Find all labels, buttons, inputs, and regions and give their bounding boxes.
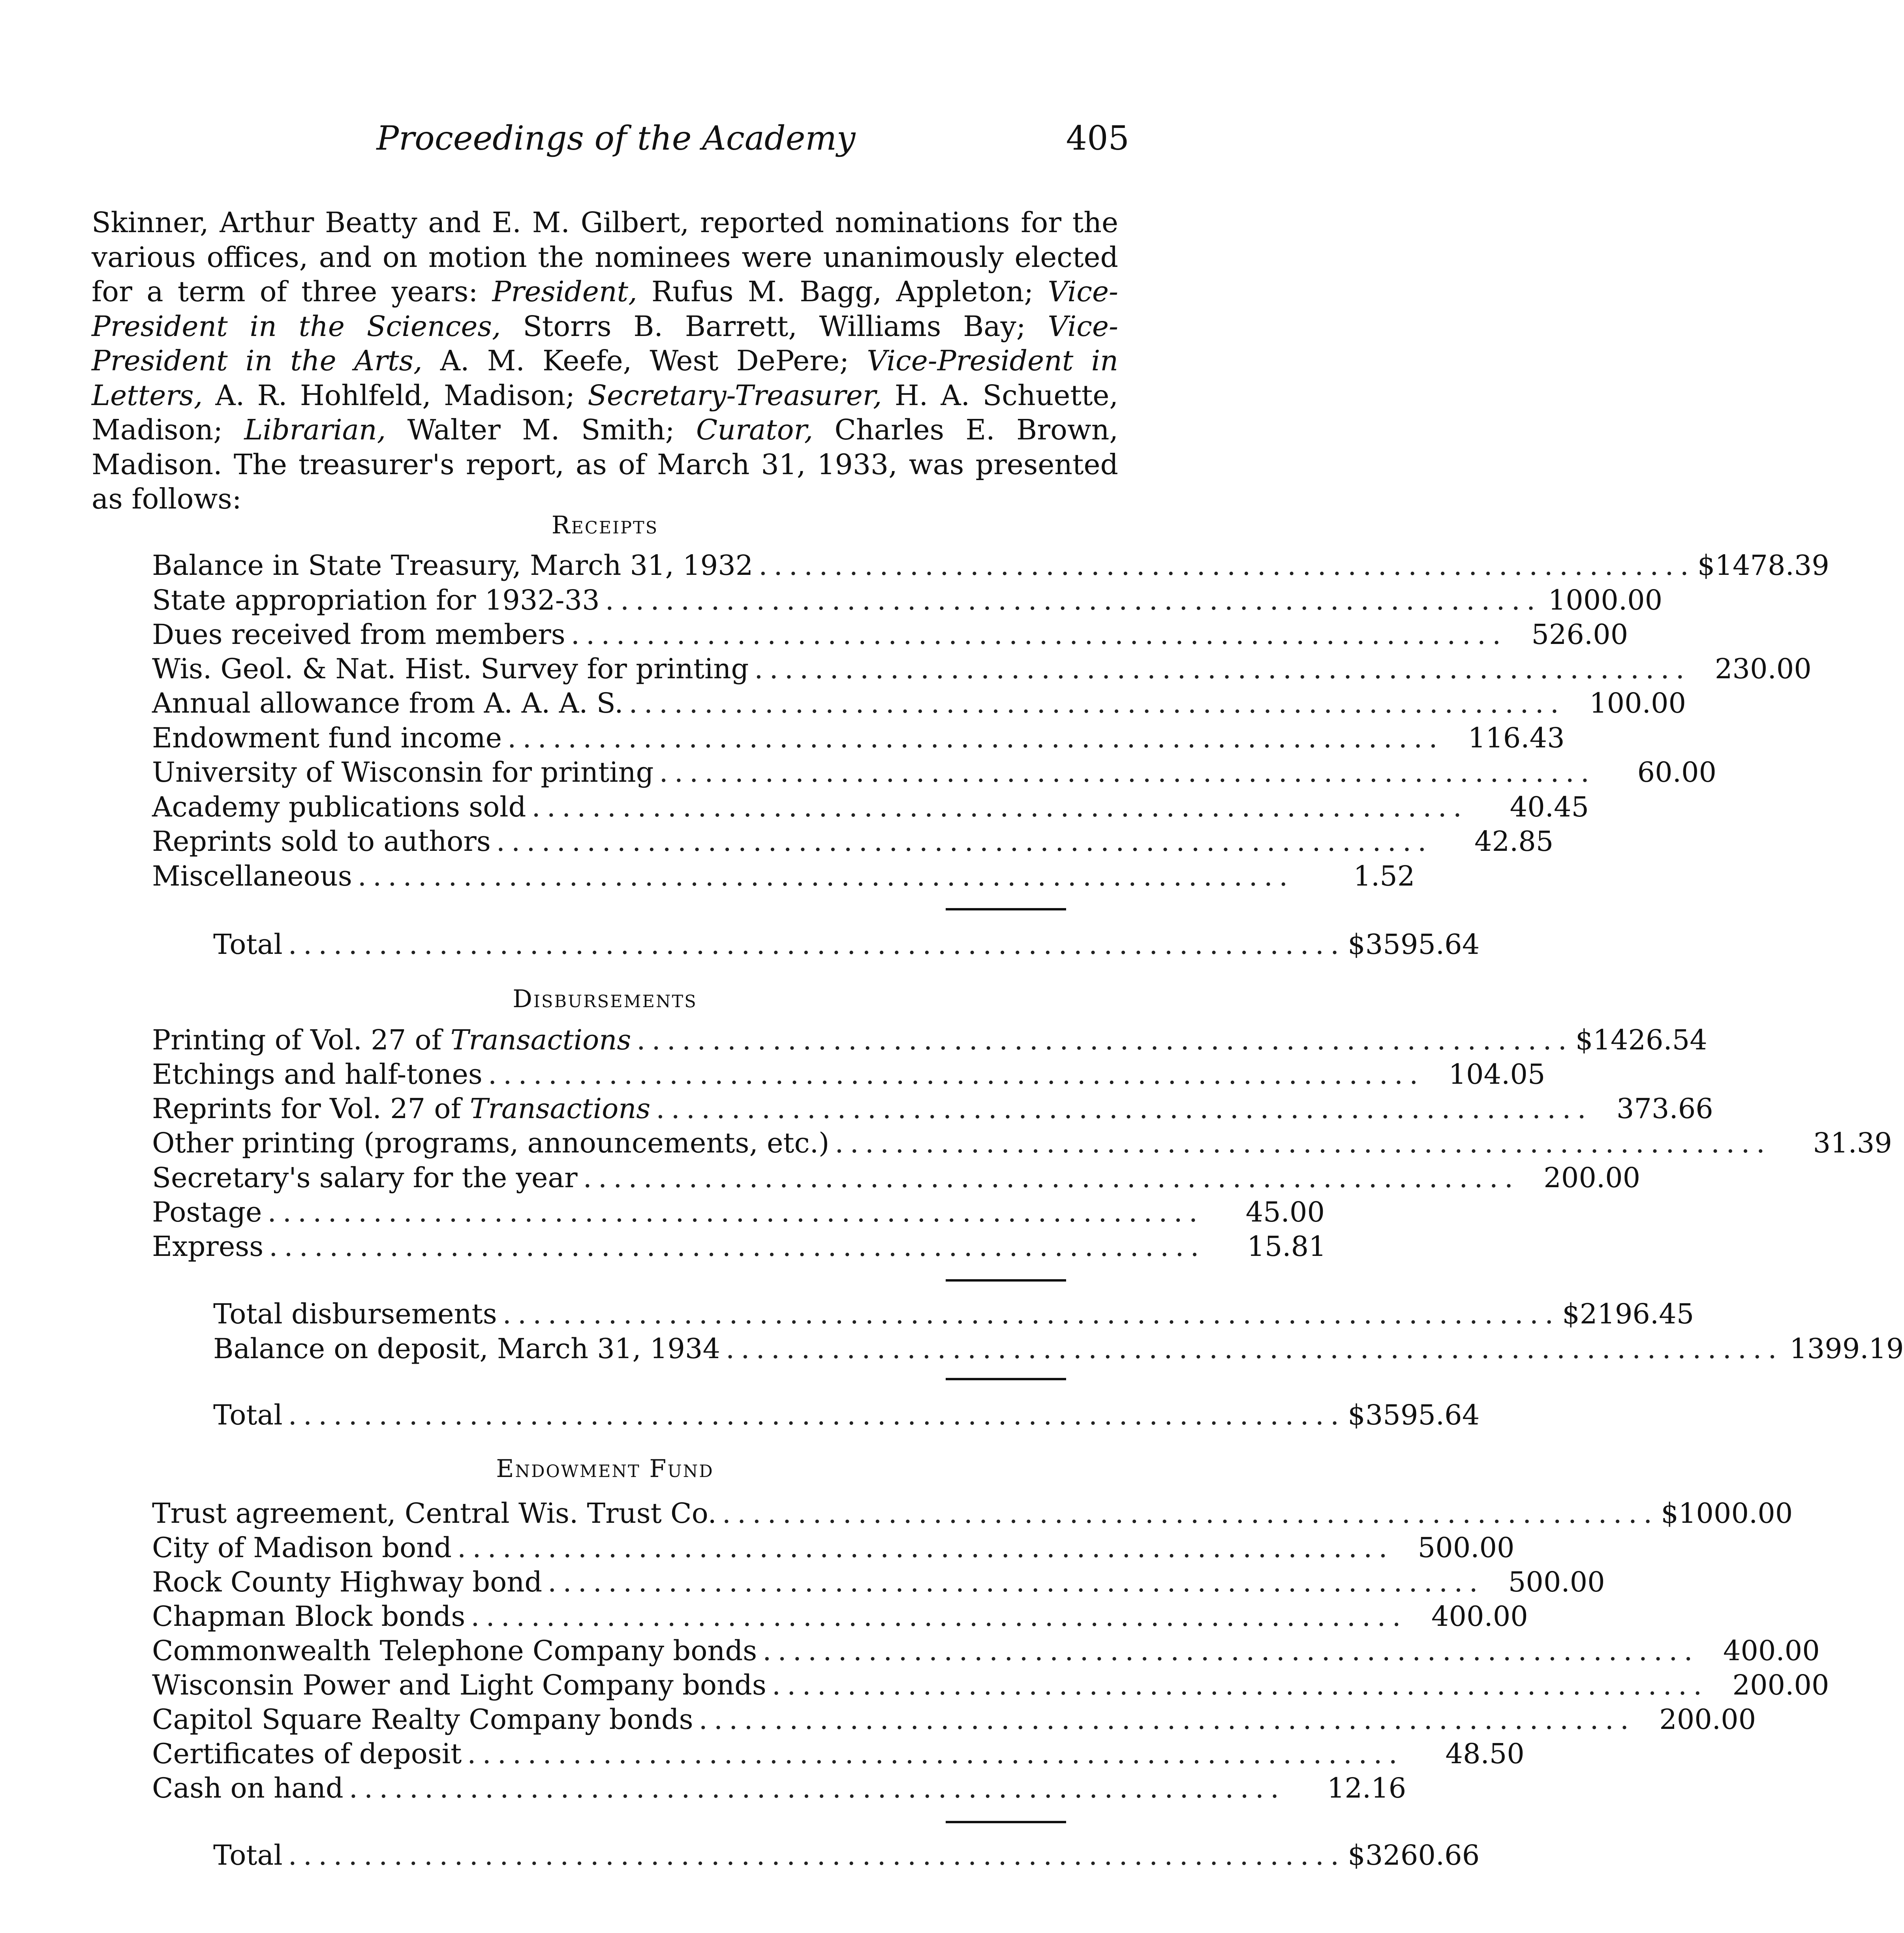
endowment-total-row — [213, 1838, 1480, 1873]
running-header-title: Proceedings of the Academy — [376, 119, 856, 158]
role-librarian: Librarian, — [244, 413, 386, 446]
name-vp-sciences: Storrs B. Barrett, Williams Bay; — [501, 310, 1048, 343]
disbursement-row — [152, 1229, 1326, 1264]
receipt-label: Balance in State Treasury, March 31, 1932 — [152, 549, 753, 582]
endowment-label: Trust agreement, Central Wis. Trust Co. — [152, 1497, 717, 1530]
receipt-row — [152, 583, 1663, 617]
endowment-row — [152, 1771, 1406, 1805]
receipt-amount: 100.00 — [1589, 687, 1686, 719]
receipt-label: Endowment fund income — [152, 722, 502, 754]
disbursement-label-italic: Transactions — [450, 1024, 631, 1056]
page-number: 405 — [1066, 119, 1129, 158]
disbursement-amount: 200.00 — [1543, 1162, 1641, 1194]
disbursements-heading: Disbursements — [513, 984, 697, 1013]
name-curator: Charles E. Brown, Madison. — [92, 413, 1118, 481]
disbursement-label: Other printing (programs, announcements, etc.) — [152, 1127, 830, 1159]
total-amount: $3260.66 — [1348, 1839, 1480, 1871]
endowment-label: Wisconsin Power and Light Company bonds — [152, 1669, 766, 1701]
endowment-row — [152, 1599, 1528, 1634]
total-amount: $3595.64 — [1348, 928, 1480, 961]
receipt-row — [152, 617, 1628, 652]
dot-leader: .............................................................. — [571, 618, 1508, 651]
receipt-amount: 230.00 — [1714, 653, 1812, 685]
dot-leader: .............................................................. — [835, 1127, 1771, 1159]
disbursement-amount: 31.39 — [1813, 1127, 1892, 1159]
balance-label: Balance on deposit, March 31, 1934 — [213, 1332, 720, 1365]
sum-rule — [946, 1279, 1066, 1282]
dot-leader: .............................................................. — [496, 825, 1433, 858]
endowment-amount: 400.00 — [1723, 1635, 1820, 1667]
receipt-amount: 40.45 — [1510, 791, 1589, 823]
receipt-amount: 116.43 — [1468, 722, 1565, 754]
disbursement-label: Express — [152, 1230, 264, 1263]
receipt-row — [152, 790, 1589, 824]
endowment-amount: 400.00 — [1431, 1600, 1528, 1633]
disbursement-amount: $1426.54 — [1575, 1024, 1707, 1056]
endowment-amount: 12.16 — [1327, 1772, 1406, 1804]
dot-leader: .............................................................. — [637, 1024, 1573, 1056]
intro-closing: The treasurer's report, as of March 31, 1933, was presented as follows: — [92, 448, 1119, 515]
receipt-amount: 1.52 — [1353, 860, 1415, 892]
endowment-row — [152, 1496, 1793, 1531]
disbursement-label: Postage — [152, 1196, 262, 1228]
balance-amount: 1399.19 — [1789, 1332, 1904, 1365]
receipt-label: Miscellaneous — [152, 860, 352, 892]
dot-leader: .............................................................. — [659, 756, 1596, 788]
endowment-label: Capitol Square Realty Company bonds — [152, 1703, 693, 1736]
dot-leader: .............................................................. — [507, 722, 1444, 754]
disbursement-amount: 373.66 — [1616, 1092, 1713, 1125]
dot-leader: .............................................................. — [357, 860, 1294, 892]
endowment-label: Certificates of deposit — [152, 1738, 462, 1770]
receipt-row — [152, 859, 1415, 893]
total-disbursements-row — [213, 1297, 1694, 1331]
role-president: President, — [492, 275, 637, 308]
dot-leader: .............................................................. — [531, 791, 1468, 823]
dot-leader: ...................................................................... — [288, 928, 1346, 961]
endowment-row — [152, 1702, 1756, 1737]
dot-leader: .............................................................. — [471, 1600, 1407, 1633]
receipt-label: Dues received from members — [152, 618, 565, 651]
disbursement-row — [152, 1160, 1641, 1195]
receipt-label: University of Wisconsin for printing — [152, 756, 654, 788]
receipts-heading: Receipts — [551, 510, 659, 539]
receipt-amount: 60.00 — [1637, 756, 1717, 788]
endowment-amount: 500.00 — [1508, 1566, 1605, 1598]
sum-rule — [946, 1821, 1066, 1823]
disbursement-amount: 45.00 — [1245, 1196, 1325, 1228]
total-disbursements-amount: $2196.45 — [1562, 1298, 1694, 1330]
intro-paragraph — [92, 205, 1118, 516]
receipt-row — [152, 755, 1717, 790]
receipt-amount: 42.85 — [1474, 825, 1554, 858]
dot-leader: ...................................................................... — [726, 1332, 1783, 1365]
name-president: Rufus M. Bagg, Appleton; — [637, 275, 1048, 308]
dot-leader: .............................................................. — [656, 1092, 1592, 1125]
endowment-amount: 200.00 — [1732, 1669, 1829, 1701]
disbursement-label-text: Reprints for Vol. 27 of — [152, 1092, 470, 1125]
disbursement-row — [152, 1126, 1892, 1160]
role-curator: Curator, — [696, 413, 813, 446]
dot-leader: .............................................................. — [269, 1230, 1205, 1263]
disbursement-label-italic: Transactions — [469, 1092, 651, 1125]
total-label: Total — [213, 1399, 283, 1431]
role-vp-letters: Vice-President in Letters, — [92, 344, 1119, 412]
receipt-row — [152, 721, 1565, 755]
dot-leader: ...................................................................... — [502, 1298, 1560, 1330]
name-vp-letters: A. R. Hohlfeld, Madison; — [203, 379, 588, 412]
dot-leader: .............................................................. — [467, 1738, 1404, 1770]
total-disbursements-label: Total disbursements — [213, 1298, 497, 1330]
receipt-label: Annual allowance from A. A. A. S. — [152, 687, 623, 719]
dot-leader: .............................................................. — [548, 1566, 1484, 1598]
dot-leader: .............................................................. — [267, 1196, 1204, 1228]
dot-leader: .............................................................. — [722, 1497, 1659, 1530]
dot-leader: .............................................................. — [605, 584, 1542, 616]
role-vp-arts: Vice-President in the Arts, — [92, 310, 1118, 377]
disbursement-label: Secretary's salary for the year — [152, 1162, 578, 1194]
dot-leader: .............................................................. — [762, 1635, 1699, 1667]
endowment-label: Cash on hand — [152, 1772, 344, 1804]
endowment-amount: 48.50 — [1445, 1738, 1525, 1770]
receipt-label: State appropriation for 1932-33 — [152, 584, 600, 616]
dot-leader: .............................................................. — [583, 1162, 1520, 1194]
endowment-label: Rock County Highway bond — [152, 1566, 543, 1598]
disbursement-row — [152, 1023, 1707, 1057]
endowment-row — [152, 1565, 1605, 1599]
endowment-row — [152, 1633, 1820, 1668]
disbursement-label — [152, 1091, 656, 1126]
dot-leader: .............................................................. — [488, 1058, 1425, 1090]
name-vp-arts: A. M. Keefe, West DePere; — [422, 344, 867, 377]
sum-rule — [946, 908, 1066, 910]
total-label: Total — [213, 1839, 283, 1871]
disbursement-row — [152, 1057, 1545, 1092]
dot-leader: .............................................................. — [754, 653, 1691, 685]
dot-leader: .............................................................. — [629, 687, 1566, 719]
disbursement-amount: 15.81 — [1247, 1230, 1326, 1263]
dot-leader: .............................................................. — [772, 1669, 1709, 1701]
receipt-row — [152, 824, 1554, 859]
total-amount: $3595.64 — [1348, 1399, 1480, 1431]
receipt-row — [152, 651, 1812, 686]
sum-rule — [946, 1378, 1066, 1380]
role-vp-sciences: Vice-President in the Sciences, — [92, 275, 1118, 343]
receipts-total-row — [213, 927, 1480, 962]
disbursement-row — [152, 1195, 1325, 1229]
receipt-row — [152, 686, 1686, 721]
disbursement-label: Etchings and half-tones — [152, 1058, 483, 1090]
balance-row — [213, 1331, 1904, 1366]
receipt-amount: $1478.39 — [1697, 549, 1829, 582]
total-label: Total — [213, 928, 283, 961]
dot-leader: .............................................................. — [759, 549, 1695, 582]
dot-leader: ...................................................................... — [288, 1399, 1346, 1431]
disbursement-label-text: Printing of Vol. 27 of — [152, 1024, 451, 1056]
endowment-label: Commonwealth Telephone Company bonds — [152, 1635, 757, 1667]
dot-leader: ...................................................................... — [288, 1839, 1346, 1871]
endowment-row — [152, 1668, 1829, 1702]
endowment-label: City of Madison bond — [152, 1531, 452, 1564]
endowment-amount: 500.00 — [1418, 1531, 1515, 1564]
endowment-row — [152, 1736, 1525, 1771]
intro-text: Skinner, Arthur Beatty and E. M. Gilbert, reported nominations for the various offices, and on motion the nominees were unanimously elected for a term of three years: — [92, 206, 1118, 308]
name-secretary-treasurer: H. A. Schuette, Madison; — [92, 379, 1118, 446]
disbursement-amount: 104.05 — [1448, 1058, 1545, 1090]
dot-leader: .............................................................. — [457, 1531, 1394, 1564]
endowment-heading: Endowment Fund — [496, 1454, 714, 1483]
disbursements-total-row — [213, 1398, 1480, 1432]
receipt-label: Reprints sold to authors — [152, 825, 491, 858]
endowment-amount: 200.00 — [1659, 1703, 1756, 1736]
dot-leader: .............................................................. — [699, 1703, 1635, 1736]
receipt-amount: 1000.00 — [1548, 584, 1663, 616]
disbursement-row — [152, 1091, 1713, 1126]
receipt-label: Academy publications sold — [152, 791, 526, 823]
receipt-label: Wis. Geol. & Nat. Hist. Survey for printing — [152, 653, 749, 685]
role-secretary-treasurer: Secretary-Treasurer, — [588, 379, 882, 412]
endowment-label: Chapman Block bonds — [152, 1600, 466, 1633]
name-librarian: Walter M. Smith; — [386, 413, 696, 446]
receipt-amount: 526.00 — [1531, 618, 1628, 651]
disbursement-label — [152, 1023, 637, 1057]
endowment-amount: $1000.00 — [1661, 1497, 1793, 1530]
dot-leader: .............................................................. — [349, 1772, 1286, 1804]
receipt-row — [152, 548, 1829, 583]
endowment-row — [152, 1530, 1515, 1565]
